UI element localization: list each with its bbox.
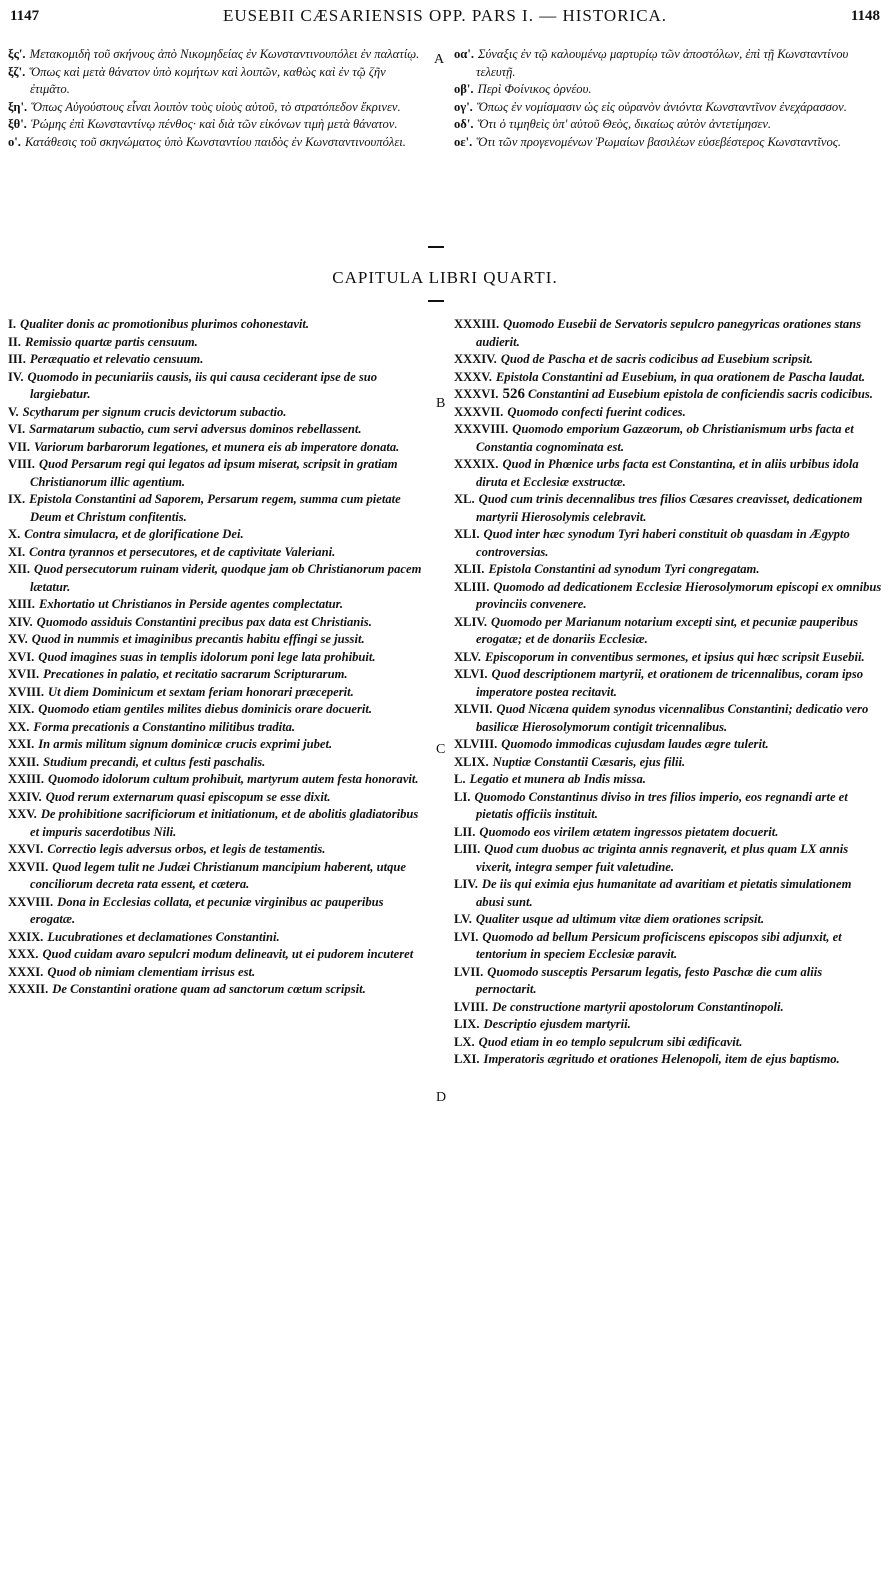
chapter-entry (8, 561, 428, 596)
chapter-title: Ὅπως Αὐγούστους εἶναι λοιπὸν τοὺς υἱοὺς αὐτοῦ, τὸ στρατόπεδον ἔκρινεν. (31, 99, 401, 114)
chapter-number: XXXIV. (454, 352, 497, 366)
chapter-title: Forma precationis a Constantino militibus tradita. (33, 719, 296, 734)
page-number-left: 1147 (10, 8, 40, 24)
chapter-number: XXVII. (8, 859, 49, 874)
chapter-entry (8, 544, 428, 562)
chapter-number: XLVIII. (454, 737, 498, 751)
chapter-number: XXXVII. (454, 404, 504, 419)
chapter-title: Epistola Constantini ad synodum Tyri congregatam. (488, 562, 760, 576)
chapter-number: ξη'. (8, 99, 28, 114)
chapter-title: Quod legem tulit ne Judæi Christianum mancipium haberent, utque conciliorum decreta rata essent, et cætera. (30, 859, 406, 891)
chapter-title: Correctio legis adversus orbos, et legis de testamentis. (47, 842, 326, 856)
chapter-entry (8, 316, 428, 334)
chapter-title: Quod cum duobus ac triginta annis regnaverit, et plus quam LX annis vixerit, integra semper fuit valetudine. (476, 842, 849, 874)
chapter-number: XII. (8, 562, 31, 576)
chapter-entry (8, 806, 428, 841)
chapter-entry (454, 81, 882, 99)
chapter-number: XIV. (8, 614, 33, 629)
chapter-number: X. (8, 527, 21, 541)
chapter-number: XXXVIII. (454, 422, 509, 436)
chapter-entry (8, 46, 428, 64)
chapter-number: XI. (8, 544, 26, 559)
chapter-entry (8, 404, 428, 422)
chapter-number: XVI. (8, 649, 35, 664)
chapter-number: XLIX. (454, 754, 489, 769)
chapter-entry (454, 579, 882, 614)
chapter-entry (8, 134, 428, 152)
chapter-title: Epistola Constantini ad Eusebium, in qua orationem de Pascha laudat. (495, 369, 866, 384)
chapter-title: Exhortatio ut Christianos in Perside agentes complectatur. (38, 597, 343, 611)
section-title: CAPITULA LIBRI QUARTI. (332, 268, 558, 287)
chapter-number: XLVII. (454, 702, 493, 716)
chapter-number: XXIV. (8, 789, 42, 804)
chapter-title: Peræquatio et relevatio censuum. (29, 352, 204, 366)
chapter-entry (454, 999, 882, 1017)
chapter-entry (454, 1051, 882, 1069)
chapter-number: XXXII. (8, 982, 49, 996)
chapter-entry (8, 334, 428, 352)
chapter-number: XXXI. (8, 964, 44, 979)
chapter-title: Qualiter usque ad ultimum vitæ diem orationes scripsit. (475, 912, 765, 926)
chapter-entry (454, 614, 882, 649)
chapter-title: Quod in Phœnice urbs facta est Constantina, et in aliis urbibus idola diruta et Ecclesiæ exstructæ. (476, 457, 859, 489)
chapter-entry (8, 981, 428, 999)
chapter-title: Quomodo susceptis Persarum legatis, festo Paschæ die cum aliis pernoctarit. (476, 964, 823, 996)
chapter-number: XXIII. (8, 772, 45, 786)
chapter-title: Quod persecutorum ruinam viderit, quodque jam ob Christianorum pacem lætatur. (30, 562, 422, 594)
chapter-entry (8, 351, 428, 369)
chapter-title: Sarmatarum subactio, cum servi adversus dominos rebellassent. (29, 422, 362, 436)
chapter-title: Ut diem Dominicum et sextam feriam honorari præceperit. (48, 684, 354, 699)
chapter-number: XXI. (8, 737, 35, 751)
chapter-entry (8, 596, 428, 614)
chapter-number: ξζ'. (8, 64, 26, 79)
chapter-number: II. (8, 334, 21, 349)
chapter-entry (8, 894, 428, 929)
chapter-number: LX. (454, 1034, 475, 1049)
chapter-number: XXIX. (8, 929, 44, 944)
latin-column-left (8, 316, 428, 999)
chapter-entry (454, 369, 882, 387)
chapter-title: Μετακομιδὴ τοῦ σκήνους ἀπὸ Νικομηδείας ἐν Κωνσταντινουπόλει ἐν παλατίῳ. (29, 47, 420, 61)
latin-column-right (454, 316, 882, 1069)
chapter-entry (454, 421, 882, 456)
chapter-number: XLII. (454, 562, 485, 576)
chapter-title: Ῥώμης ἐπὶ Κωνσταντίνῳ πένθος· καὶ διὰ τῶν εἰκόνων τιμὴ μετὰ θάνατον. (30, 117, 398, 131)
chapter-number: ξθ'. (8, 117, 27, 131)
chapter-entry (8, 369, 428, 404)
running-header (10, 6, 880, 32)
chapter-title: Quomodo emporium Gazæorum, ob Christianismum urbs facta et Constantia cognominata est. (476, 422, 854, 454)
chapter-title: Ὅπως ἐν νομίσμασιν ὡς εἰς οὐρανὸν ἀνιόντα Κωνσταντῖνον ἐνεχάρασσον. (476, 99, 847, 114)
chapter-entry (454, 911, 882, 929)
chapter-number: ξς'. (8, 47, 26, 61)
running-title: EUSEBII CÆSARIENSIS OPP. PARS I. — HISTORICA. (222, 6, 668, 25)
chapter-title: Quod cuidam avaro sepulcri modum delineavit, ut ei pudorem incuteret (42, 947, 414, 961)
margin-letter-d: D (436, 1090, 447, 1105)
margin-letter-a: A (434, 52, 445, 67)
chapter-entry (454, 964, 882, 999)
chapter-entry (454, 1016, 882, 1034)
chapter-title: Episcoporum in conventibus sermones, et ipsius qui hæc scripsit Eusebii. (484, 649, 865, 664)
chapter-entry (8, 99, 428, 117)
chapter-entry (454, 736, 882, 754)
chapter-title: Quomodo per Marianum notarium excepti sint, et pecuniæ pauperibus erogatæ; et de donariis Ecclesiæ. (476, 614, 859, 646)
chapter-entry (454, 701, 882, 736)
chapter-number: XLIII. (454, 579, 490, 594)
chapter-title: Studium precandi, et cultus festi paschalis. (43, 754, 266, 769)
chapter-entry (8, 929, 428, 947)
chapter-number: LVII. (454, 964, 484, 979)
chapter-title: In armis militum signum dominicæ crucis exprimi jubet. (38, 737, 333, 751)
chapter-number: I. (8, 317, 17, 331)
page-marker: 526 (502, 386, 525, 402)
divider-rule-top (428, 246, 444, 248)
chapter-number: IX. (8, 492, 26, 506)
chapter-title: Qualiter donis ac promotionibus plurimos cohonestavit. (20, 317, 310, 331)
chapter-number: LIV. (454, 877, 478, 891)
chapter-entry (454, 929, 882, 964)
chapter-number: LVI. (454, 929, 479, 944)
chapter-entry (454, 491, 882, 526)
chapter-entry (8, 421, 428, 439)
chapter-title: Quod rerum externarum quasi episcopum se esse dixit. (45, 789, 331, 804)
chapter-title: Dona in Ecclesias collata, et pecuniæ virginibus ac pauperibus erogatæ. (30, 894, 384, 926)
chapter-title: Remissio quartæ partis censuum. (24, 334, 198, 349)
chapter-entry (8, 456, 428, 491)
chapter-number: XLIV. (454, 614, 488, 629)
chapter-title: Nuptiæ Constantii Cæsaris, ejus filii. (492, 754, 686, 769)
chapter-number: XV. (8, 632, 28, 646)
chapter-number: ο'. (8, 134, 21, 149)
chapter-entry (454, 666, 882, 701)
chapter-title: Ὅτι ὁ τιμηθεὶς ὑπ' αὐτοῦ Θεὸς, δικαίως αὐτὸν ἀντετίμησεν. (477, 117, 772, 131)
chapter-entry (454, 841, 882, 876)
chapter-entry (454, 754, 882, 772)
chapter-entry (454, 316, 882, 351)
chapter-entry (8, 526, 428, 544)
chapter-title: Ὅτι τῶν προγενομένων Ῥωμαίων βασιλέων εὐσεβέστερος Κωνσταντῖνος. (476, 134, 842, 149)
chapter-title: Scytharum per signum crucis devictorum subactio. (22, 404, 287, 419)
chapter-title: De Constantini oratione quam ad sanctorum cœtum scripsit. (52, 982, 366, 996)
chapter-entry (8, 964, 428, 982)
chapter-title: Quod cum trinis decennalibus tres filios Cæsares creavisset, dedicationem martyrii Hierosolymis celebravit. (476, 492, 863, 524)
chapter-number: οε'. (454, 134, 473, 149)
chapter-number: LXI. (454, 1052, 480, 1066)
chapter-entry (8, 771, 428, 789)
chapter-number: V. (8, 404, 19, 419)
chapter-number: XXVIII. (8, 894, 54, 909)
chapter-entry (454, 99, 882, 117)
chapter-title: Quomodo eos virilem ætatem ingressos pietatem docuerit. (479, 824, 779, 839)
page-number-right: 1148 (850, 8, 880, 24)
chapter-title: Quomodo immodicas cujusdam laudes ægre tulerit. (501, 737, 769, 751)
chapter-title: Quod de Pascha et de sacris codicibus ad Eusebium scripsit. (500, 352, 813, 366)
chapter-title: Περὶ Φοίνικος ὀρνέου. (477, 82, 592, 96)
chapter-number: XXVI. (8, 842, 44, 856)
chapter-title: Κατάθεσις τοῦ σκηνώματος ὑπὸ Κωνσταντίου παιδὸς ἐν Κωνσταντινουπόλει. (24, 134, 406, 149)
chapter-title: Precationes in palatio, et recitatio sacrarum Scripturarum. (43, 667, 348, 681)
chapter-title: Epistola Constantini ad Saporem, Persarum regem, summa cum pietate Deum et Christum confitentis. (29, 492, 401, 524)
chapter-entry (454, 456, 882, 491)
chapter-title: Σύναξις ἐν τῷ καλουμένῳ μαρτυρίῳ τῶν ἀποστόλων, ἐπὶ τῇ Κωνσταντίνου τελευτῇ. (476, 47, 849, 79)
chapter-number: XXX. (8, 947, 39, 961)
chapter-title: Quod ob nimiam clementiam irrisus est. (47, 964, 256, 979)
chapter-title: Quod in nummis et imaginibus precantis habitu effingi se jussit. (31, 632, 365, 646)
chapter-entry (8, 754, 428, 772)
chapter-number: IV. (8, 369, 24, 384)
chapter-title: Imperatoris ægritudo et orationes Helenopoli, item de ejus baptismo. (483, 1052, 840, 1066)
chapter-entry (8, 719, 428, 737)
chapter-title: Quomodo in pecuniariis causis, iis qui causa ceciderant ipse de suo largiebatur. (27, 369, 378, 401)
chapter-title: Quod imagines suas in templis idolorum poni lege lata prohibuit. (38, 649, 376, 664)
chapter-title: Quod etiam in eo templo sepulcrum sibi ædificavit. (478, 1034, 743, 1049)
chapter-title: Quomodo ad dedicationem Ecclesiæ Hierosolymorum episcopi ex omnibus provinciis convenere. (476, 579, 882, 611)
greek-column-right (454, 46, 882, 151)
chapter-number: οδ'. (454, 117, 474, 131)
chapter-entry (454, 789, 882, 824)
chapter-title: Quomodo Constantinus diviso in tres filios imperio, eos regnandi arte et pietatis officiis instituit. (474, 789, 848, 821)
chapter-entry (454, 526, 882, 561)
chapter-number: οα'. (454, 47, 474, 61)
chapter-entry (8, 789, 428, 807)
divider-rule-bottom (428, 300, 444, 302)
chapter-entry (8, 649, 428, 667)
margin-letter-c: C (436, 742, 446, 757)
chapter-number: XX. (8, 719, 30, 734)
chapter-number: XVIII. (8, 684, 45, 699)
chapter-entry (454, 824, 882, 842)
chapter-title: Lucubrationes et declamationes Constantini. (47, 929, 280, 944)
chapter-entry (454, 771, 882, 789)
chapter-title: Contra tyrannos et persecutores, et de captivitate Valeriani. (29, 544, 336, 559)
chapter-number: LIII. (454, 842, 481, 856)
greek-column-left (8, 46, 428, 151)
chapter-title: Quod inter hæc synodum Tyri haberi constituit ob quasdam in Ægypto controversias. (476, 527, 850, 559)
chapter-entry (8, 491, 428, 526)
chapter-title: Quomodo assiduis Constantini precibus pax data est Christianis. (36, 614, 372, 629)
chapter-entry (8, 614, 428, 632)
chapter-entry (454, 649, 882, 667)
chapter-entry (8, 631, 428, 649)
chapter-entry (454, 134, 882, 152)
chapter-entry (8, 946, 428, 964)
chapter-title: Quomodo confecti fuerint codices. (507, 404, 686, 419)
chapter-title: Ὅπως καὶ μετὰ θάνατον ὑπὸ κομήτων καὶ λοιπῶν, καθὼς καὶ ἐν τῷ ζῆν ἐτιμᾶτο. (29, 64, 386, 96)
chapter-entry (8, 666, 428, 684)
chapter-title: Quomodo Eusebii de Servatoris sepulcro panegyricas orationes stans audierit. (476, 317, 862, 349)
chapter-number: XLI. (454, 527, 480, 541)
chapter-number: XLVI. (454, 667, 488, 681)
chapter-number: LII. (454, 824, 476, 839)
chapter-number: XXII. (8, 754, 40, 769)
chapter-title: Constantini ad Eusebium epistola de conficiendis sacris codicibus. (527, 387, 873, 401)
chapter-number: XXXIII. (454, 317, 500, 331)
chapter-number: ογ'. (454, 99, 473, 114)
chapter-entry (8, 439, 428, 457)
chapter-entry (8, 841, 428, 859)
chapter-entry (8, 64, 428, 99)
chapter-entry (454, 46, 882, 81)
chapter-number: XXXVI. (454, 387, 499, 401)
chapter-title: Quomodo etiam gentiles milites diebus dominicis orare docuerit. (38, 702, 372, 716)
chapter-title: Contra simulacra, et de glorificatione Dei. (24, 527, 244, 541)
margin-letter-b: B (436, 396, 446, 411)
chapter-number: LIX. (454, 1017, 480, 1031)
chapter-title: Quod descriptionem martyrii, et orationem de tricennalibus, coram ipso imperatore postea recitavit. (476, 667, 864, 699)
chapter-entry (454, 116, 882, 134)
chapter-number: XXXV. (454, 369, 492, 384)
chapter-number: XIII. (8, 597, 35, 611)
chapter-entry (454, 404, 882, 422)
chapter-title: De constructione martyrii apostolorum Constantinopoli. (492, 999, 784, 1014)
chapter-number: LI. (454, 789, 471, 804)
chapter-number: LVIII. (454, 999, 489, 1014)
chapter-number: XIX. (8, 702, 35, 716)
chapter-number: XVII. (8, 667, 40, 681)
chapter-number: XLV. (454, 649, 481, 664)
chapter-number: XL. (454, 492, 475, 506)
chapter-entry (8, 859, 428, 894)
chapter-title: Descriptio ejusdem martyrii. (483, 1017, 631, 1031)
chapter-number: VIII. (8, 457, 35, 471)
chapter-number: III. (8, 352, 26, 366)
chapter-entry (454, 386, 882, 404)
chapter-entry (454, 876, 882, 911)
chapter-title: Quomodo idolorum cultum prohibuit, martyrum autem festa honoravit. (48, 772, 419, 786)
chapter-number: VII. (8, 439, 31, 454)
chapter-number: VI. (8, 422, 26, 436)
chapter-entry (454, 351, 882, 369)
chapter-title: Variorum barbarorum legationes, et munera eis ab imperatore donata. (34, 439, 400, 454)
chapter-number: XXXIX. (454, 457, 499, 471)
chapter-title: Quomodo ad bellum Persicum proficiscens episcopos sibi adjunxit, et tentorium in speciem Ecclesiæ paravit. (476, 929, 842, 961)
chapter-entry (8, 116, 428, 134)
chapter-entry (454, 561, 882, 579)
chapter-number: LV. (454, 912, 472, 926)
chapter-number: οβ'. (454, 82, 474, 96)
chapter-title: Quod Nicæna quidem synodus vicennalibus Constantini; dedicatio vero basilicæ Hierosolymorum contigit tricennalibus. (476, 702, 869, 734)
chapter-number: L. (454, 772, 466, 786)
chapter-entry (8, 684, 428, 702)
chapter-title: Legatio et munera ab Indis missa. (469, 772, 646, 786)
chapter-title: De prohibitione sacrificiorum et initiationum, et de abolitis gladiatoribus et impuris sacerdotibus Nili. (30, 807, 419, 839)
chapter-entry (8, 736, 428, 754)
chapter-title: De iis qui eximia ejus humanitate ad avaritiam et pietatis simulationem abusi sunt. (476, 877, 852, 909)
chapter-entry (8, 701, 428, 719)
chapter-number: XXV. (8, 807, 37, 821)
chapter-entry (454, 1034, 882, 1052)
chapter-title: Quod Persarum regi qui legatos ad ipsum miserat, scripsit in gratiam Christianorum illic agentium. (30, 457, 398, 489)
